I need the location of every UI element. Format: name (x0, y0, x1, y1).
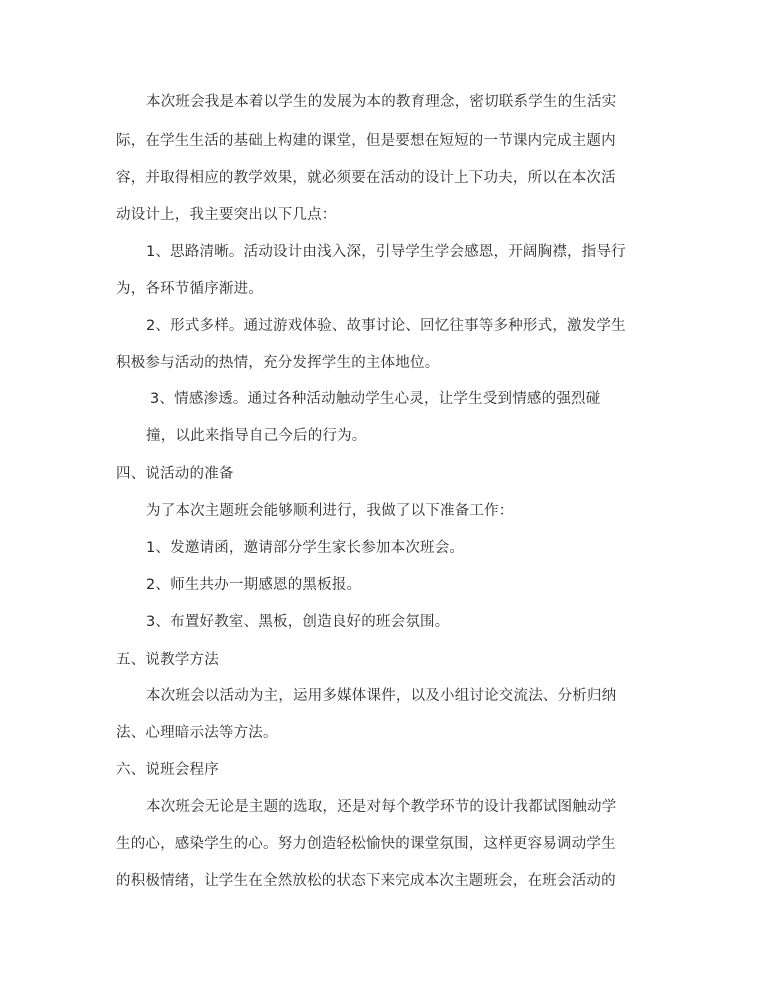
list-item: 1、思路清晰。活动设计由浅入深，引导学生学会感恩，开阔胸襟，指导行 (146, 244, 626, 260)
section-heading: 五、说教学方法 (116, 652, 219, 668)
list-item: 1、发邀请函，邀请部分学生家长参加本次班会。 (146, 540, 465, 556)
text-line: 积极参与活动的热情，充分发挥学生的主体地位。 (116, 355, 440, 371)
list-item: 3、情感渗透。通过各种活动触动学生心灵，让学生受到情感的强烈碰 (150, 391, 601, 407)
text-line: 撞，以此来指导自己今后的行为。 (146, 428, 367, 444)
text-line: 本次班会无论是主题的选取，还是对每个教学环节的设计我都试图触动学 (146, 799, 617, 815)
text-line: 动设计上，我主要突出以下几点： (116, 207, 337, 223)
text-line: 法、心理暗示法等方法。 (116, 725, 278, 741)
section-heading: 四、说活动的准备 (116, 466, 234, 482)
text-line: 为，各环节循序渐进。 (116, 281, 263, 297)
list-item: 2、师生共办一期感恩的黑板报。 (146, 577, 362, 593)
section-heading: 六、说班会程序 (116, 762, 219, 778)
list-item: 3、布置好教室、黑板，创造良好的班会氛围。 (146, 614, 450, 630)
text-line: 际，在学生生活的基础上构建的课堂，但是要想在短短的一节课内完成主题内 (116, 133, 616, 149)
text-line: 生的心，感染学生的心。努力创造轻松愉快的课堂氛围，这样更容易调动学生 (116, 836, 616, 852)
text-line: 容，并取得相应的教学效果，就必须要在活动的设计上下功夫，所以在本次活 (116, 170, 616, 186)
list-item: 2、形式多样。通过游戏体验、故事讨论、回忆往事等多种形式，激发学生 (146, 318, 626, 334)
text-line: 本次班会以活动为主，运用多媒体课件，以及小组讨论交流法、分析归纳 (146, 688, 617, 704)
text-line: 的积极情绪，让学生在全然放松的状态下来完成本次主题班会，在班会活动的 (116, 873, 616, 889)
text-line: 本次班会我是本着以学生的发展为本的教育理念，密切联系学生的生活实 (146, 94, 617, 110)
text-line: 为了本次主题班会能够顺利进行，我做了以下准备工作： (146, 503, 514, 519)
